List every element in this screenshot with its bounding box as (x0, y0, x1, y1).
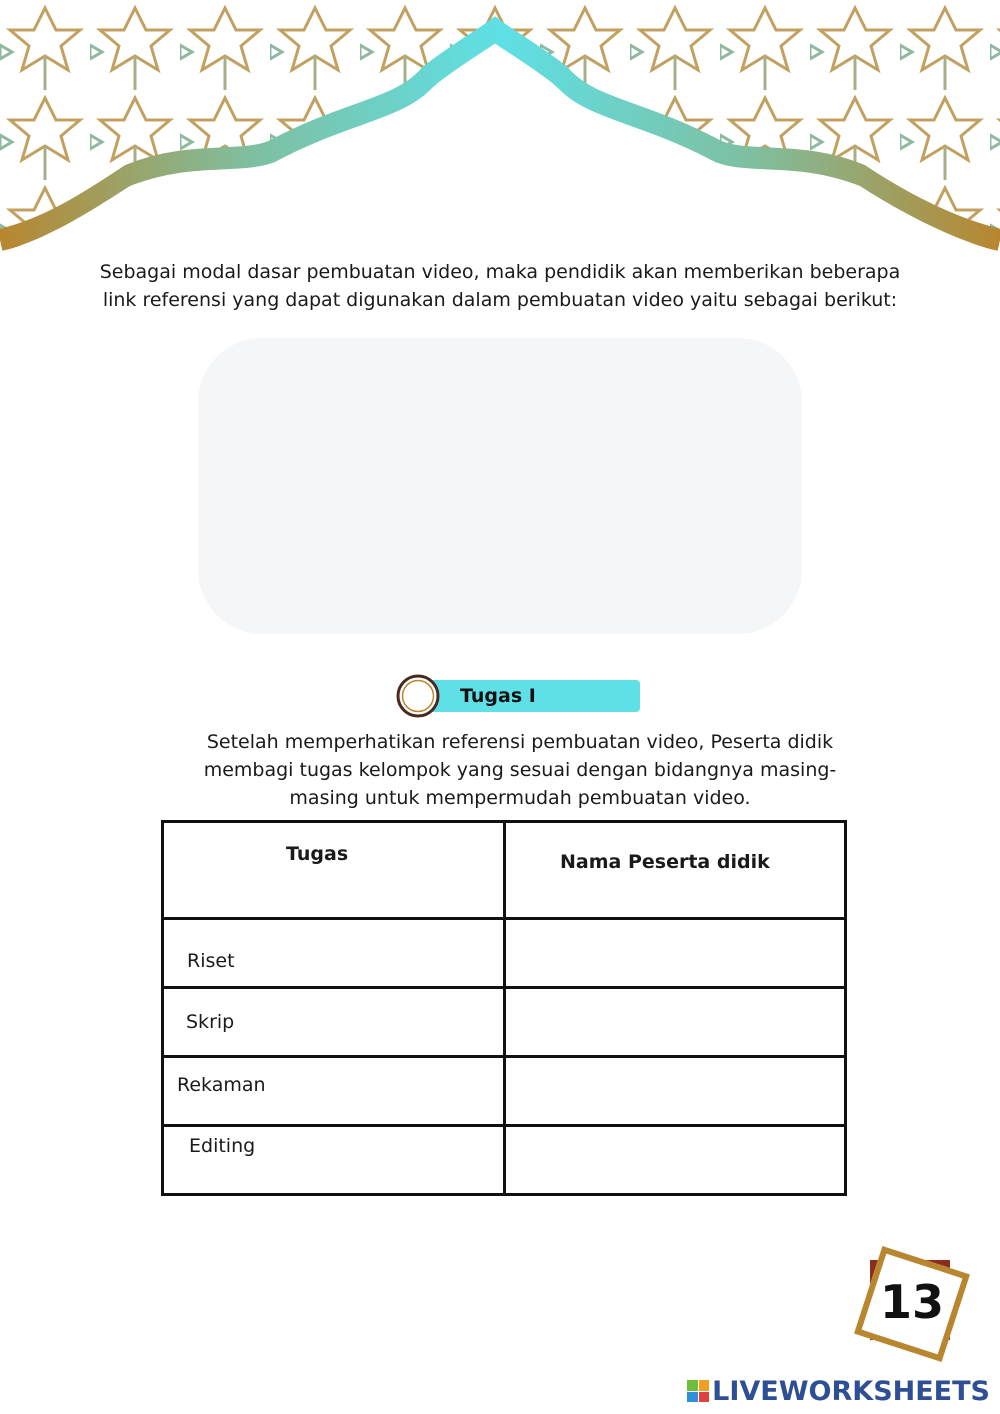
task-cell (163, 988, 505, 1057)
table-header-row (163, 822, 846, 919)
task-assignment-table (161, 820, 847, 1196)
page-number: 13 (879, 1275, 944, 1329)
liveworksheets-logo-icon (687, 1380, 709, 1402)
task-cell (163, 1057, 505, 1126)
header-ornament (0, 0, 1000, 260)
liveworksheets-watermark (687, 1374, 990, 1408)
page-number-badge (852, 1244, 972, 1364)
task-cell (163, 1126, 505, 1195)
intro-line-2: link referensi yang dapat digunakan dalam pembuatan video yaitu sebagai berikut: (102, 289, 898, 311)
task-label: Riset (187, 950, 235, 972)
name-input-cell[interactable] (505, 919, 846, 988)
table-row (163, 988, 846, 1057)
name-input-cell[interactable] (505, 1057, 846, 1126)
watermark-brand: LIVEWORKSHEETS (712, 1375, 990, 1407)
task-label: Editing (189, 1135, 256, 1157)
circle-ring-icon (396, 674, 440, 718)
task-line-1: Setelah memperhatikan referensi pembuatan video, Peserta didik (206, 731, 834, 753)
intro-paragraph (80, 258, 920, 314)
task-label: Skrip (186, 1011, 235, 1033)
table-row (163, 1057, 846, 1126)
header-tugas: Tugas (163, 822, 505, 919)
task-badge (396, 672, 646, 720)
name-input-cell[interactable] (505, 1126, 846, 1195)
task-line-2: membagi tugas kelompok yang sesuai dengan bidangnya masing- (203, 759, 837, 781)
name-input-cell[interactable] (505, 988, 846, 1057)
task-line-3: masing untuk mempermudah pembuatan video. (289, 787, 751, 809)
task-badge-label: Tugas I (460, 685, 536, 707)
reference-links-panel (198, 338, 802, 634)
task-cell (163, 919, 505, 988)
intro-line-1: Sebagai modal dasar pembuatan video, maka pendidik akan memberikan beberapa (99, 261, 901, 283)
header-nama-peserta: Nama Peserta didik (505, 822, 846, 919)
table-row (163, 919, 846, 988)
task-description (190, 728, 850, 812)
task-label: Rekaman (177, 1074, 266, 1096)
table-row (163, 1126, 846, 1195)
